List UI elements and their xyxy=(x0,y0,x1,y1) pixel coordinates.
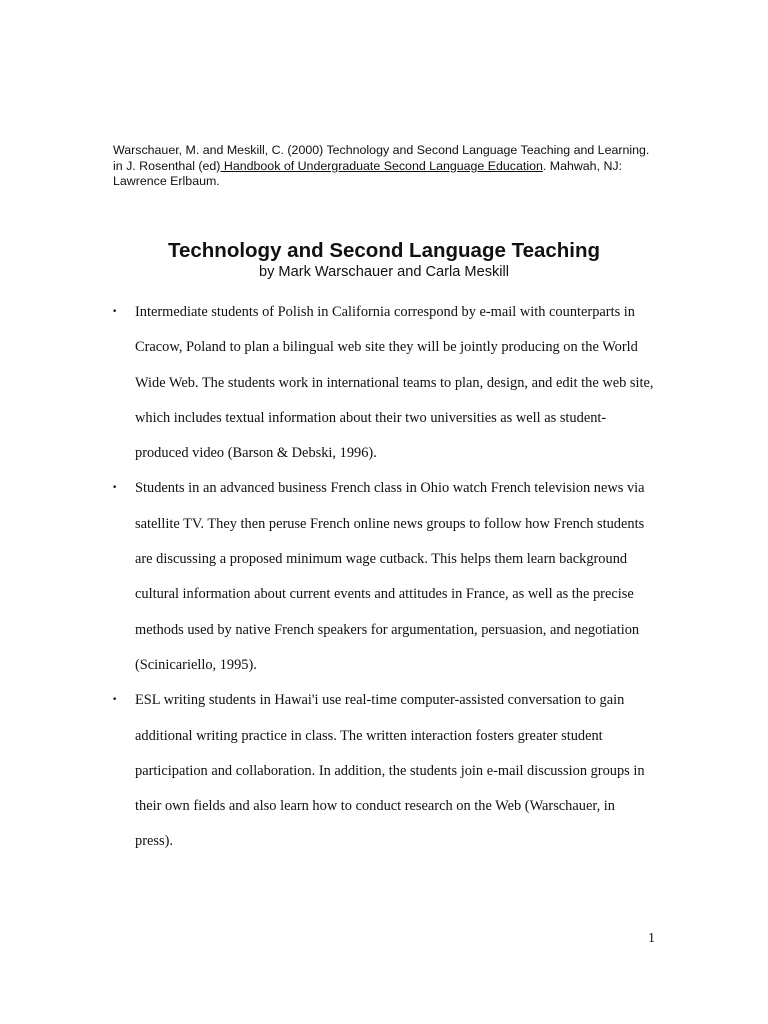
list-item-text: Intermediate students of Polish in California correspond by e-mail with counterparts in Cracow, Poland to plan a bilingual web site they will be jointly producing on the World Wide Web. The students work in international teams to plan, design, and edit the web site, which includes textual information about their two universities as well as student-produced video (Barson & Debski, 1996). xyxy=(135,304,654,462)
list-item-text: ESL writing students in Hawai'i use real-time computer-assisted conversation to gain additional writing practice in class. The written interaction fosters greater student participation and collaboration. In addition, the students join e-mail discussion groups in their own fields and also learn how to conduct research on the Web (Warschauer, in press). xyxy=(135,692,645,850)
bullet-icon: • xyxy=(112,695,118,706)
citation-lead: Warschauer, M. and Meskill, C. (2000) Technology and Second Language Teaching and Learning. in J. Rosenthal (ed) xyxy=(113,143,650,173)
example-list xyxy=(0,295,768,860)
list-item-text: Students in an advanced business French class in Ohio watch French television news via satellite TV. They then peruse French online news groups to follow how French students are discussing a proposed minimum wage cutback. This helps them learn background cultural information about current events and attitudes in France, as well as the precise methods used by native French speakers for argumentation, persuasion, and negotiation (Scinicariello, 1995). xyxy=(135,480,645,673)
author-byline: by Mark Warschauer and Carla Meskill xyxy=(258,264,510,280)
bullet-icon: • xyxy=(112,307,118,317)
citation-book-title: Handbook of Undergraduate Second Language Education xyxy=(220,158,543,173)
citation xyxy=(113,143,653,190)
list-item xyxy=(0,683,655,859)
list-item xyxy=(0,295,655,471)
document-title: Technology and Second Language Teaching xyxy=(167,239,601,262)
page-number: 1 xyxy=(648,931,655,946)
citation-tail: . Mahwah, NJ: Lawrence Erlbaum. xyxy=(113,158,623,188)
bullet-icon: • xyxy=(112,483,118,494)
list-item xyxy=(0,471,655,683)
